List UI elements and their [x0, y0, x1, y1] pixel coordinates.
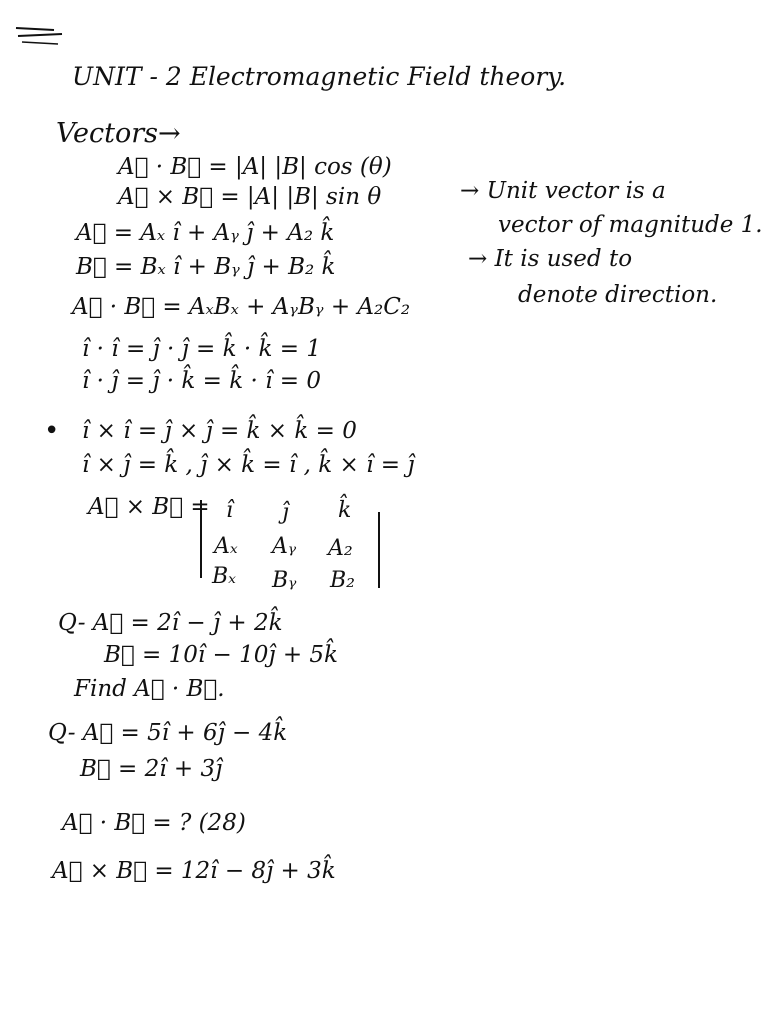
equation-cross-product: A⃗ × B⃗ = |A| |B| sin θ — [118, 184, 382, 210]
determinant-right-bar — [378, 512, 380, 588]
equation-unit-cross-same: î × î = ĵ × ĵ = k̂ × k̂ = 0 — [82, 418, 357, 444]
determinant-cell: B₂ — [330, 568, 355, 593]
determinant-cell: A₂ — [328, 536, 353, 561]
equation-vector-b: B⃗ = Bₓ î + Bᵧ ĵ + B₂ k̂ — [76, 254, 336, 280]
determinant-cell: Aᵧ — [272, 534, 297, 559]
side-note-line: vector of magnitude 1. — [498, 212, 763, 238]
side-note-line: → Unit vector is a — [460, 178, 666, 204]
question1-line: Find A⃗ · B⃗. — [74, 676, 225, 702]
determinant-cell: Aₓ — [214, 534, 238, 559]
section-heading: Vectors→ — [56, 118, 181, 149]
determinant-cell: î — [226, 498, 234, 523]
equation-cross-determinant-label: A⃗ × B⃗ = — [88, 494, 210, 520]
side-note-line: → It is used to — [468, 246, 633, 272]
equation-unit-dot-diff: î · ĵ = ĵ · k̂ = k̂ · î = 0 — [82, 368, 321, 394]
question2-line: A⃗ · B⃗ = ? (28) — [62, 810, 246, 836]
question2-line: B⃗ = 2î + 3ĵ — [80, 756, 223, 782]
page-title: UNIT - 2 Electromagnetic Field theory. — [72, 62, 567, 91]
equation-dot-product: A⃗ · B⃗ = |A| |B| cos (θ) — [118, 154, 392, 180]
equation-dot-expansion: A⃗ · B⃗ = AₓBₓ + AᵧBᵧ + A₂C₂ — [72, 294, 411, 320]
determinant-left-bar — [200, 500, 202, 578]
determinant-cell: ĵ — [282, 500, 289, 525]
question2-line: Q- A⃗ = 5î + 6ĵ − 4k̂ — [48, 720, 288, 746]
determinant-cell: Bₓ — [212, 564, 236, 589]
list-bullet: • — [44, 416, 60, 446]
determinant-cell: Bᵧ — [272, 568, 297, 593]
corner-scribble-mark — [14, 22, 70, 50]
side-note-line: denote direction. — [518, 282, 718, 308]
question1-line: Q- A⃗ = 2î − ĵ + 2k̂ — [58, 610, 283, 636]
equation-unit-dot-same: î · î = ĵ · ĵ = k̂ · k̂ = 1 — [82, 336, 321, 362]
determinant-cell: k̂ — [338, 498, 352, 523]
question1-line: B⃗ = 10î − 10ĵ + 5k̂ — [104, 642, 338, 668]
equation-unit-cross-diff: î × ĵ = k̂ , ĵ × k̂ = î , k̂ × î = ĵ — [82, 452, 415, 478]
equation-vector-a: A⃗ = Aₓ î + Aᵧ ĵ + A₂ k̂ — [76, 220, 335, 246]
question2-line: A⃗ × B⃗ = 12î − 8ĵ + 3k̂ — [52, 858, 336, 884]
